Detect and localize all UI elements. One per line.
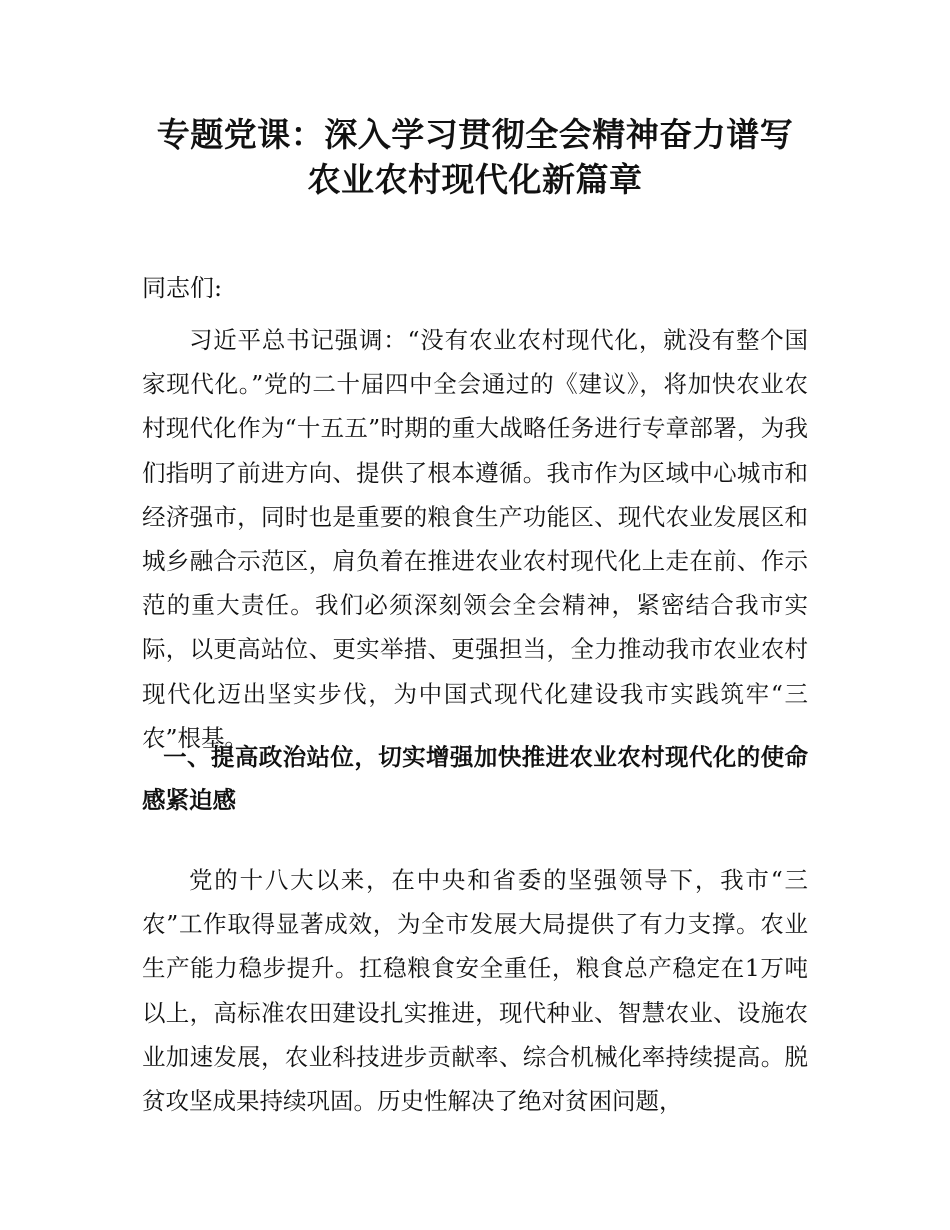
salutation: 同志们:	[142, 274, 223, 302]
document-title-line-1: 专题党课：深入学习贯彻全会精神奋力谱写	[156, 115, 794, 154]
paragraph-section-1: 党的十八大以来，在中央和省委的坚强领导下，我市“三农”工作取得显著成效，为全市发展大局提供了有力支撑。农业生产能力稳步提升。扛稳粮食安全重任，粮食总产稳定在1万吨以上，高标准农田建设扎实推进，现代种业、智慧农业、设施农业加速发展，农业科技进步贡献率、综合机械化率持续提高。脱贫攻坚成果持续巩固。历史性解决了绝对贫困问题，	[142, 866, 808, 1116]
section-heading-1: 一、提高政治站位，切实增强加快推进农业农村现代化的使命感紧迫感	[142, 743, 808, 814]
document-title-line-2: 农业农村现代化新篇章	[307, 160, 643, 199]
paragraph-intro: 习近平总书记强调：“没有农业农村现代化，就没有整个国家现代化。”党的二十届四中全会通过的《建议》，将加快农业农村现代化作为“十五五”时期的重大战略任务进行专章部署，为我们指明了前进方向、提供了根本遵循。我市作为区域中心城市和经济强市，同时也是重要的粮食生产功能区、现代农业发展区和城乡融合示范区，肩负着在推进农业农村现代化上走在前、作示范的重大责任。我们必须深刻领会全会精神，紧密结合我市实际，以更高站位、更实举措、更强担当，全力推动我市农业农村现代化迈出坚实步伐，为中国式现代化建设我市实践筑牢“三农”根基。	[142, 326, 808, 752]
